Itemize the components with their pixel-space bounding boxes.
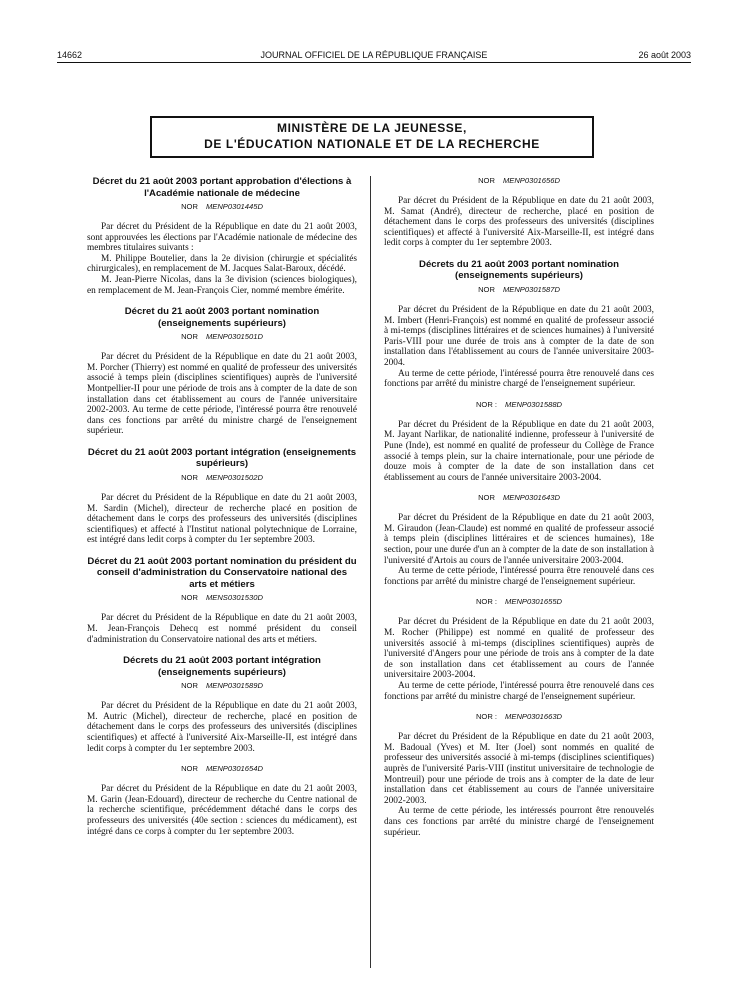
decree-paragraph: Par décret du Président de la République en date du 21 août 2003, sont approuvées les élections par l'Académie nationale de médecine des membres titulaires suivants :	[87, 222, 357, 254]
decree-paragraph: M. Philippe Boutelier, dans la 2e division (chirurgie et spécialités chirurgicales), en remplacement de M. Jacques Salat-Baroux, décédé.	[87, 253, 357, 275]
decree-paragraph: Par décret du Président de la République en date du 21 août 2003, M. Jayant Narlikar, de nationalité indienne, professeur à l'université de Pune (Inde), est nommé en qualité de professeur du Collège de France associé à temps plein, sur la chaire internationale, pour une période de douze mois à compter de la date de son installation dans cet établissement au cours de l'année universitaire 2003-2004.	[384, 419, 654, 483]
left-column	[87, 176, 357, 847]
decree-paragraph: Par décret du Président de la République en date du 21 août 2003, M. Badoual (Yves) et M. Iter (Joel) sont nommés en qualité de professeur des universités associé à mi-temps (disciplines scientifiques) auprès de l'université Paris-VIII (institut universitaire de technologie de Montreuil) pour une période de trois ans à compter de la date de leur installation dans cet établissement au cours de l'année universitaire 2002-2003.	[384, 732, 654, 806]
nor-code: MENP0301654D	[205, 764, 263, 774]
issue-date: 26 août 2003	[638, 50, 691, 60]
nor-code: MENP0301587D	[502, 284, 560, 294]
decree-paragraph: Au terme de cette période, l'intéressé pourra être renouvelé dans ces fonctions par arrêté du ministre chargé de l'enseignement supérieur.	[384, 566, 654, 587]
decree-paragraph: Par décret du Président de la République en date du 21 août 2003, M. Autric (Michel), directeur de recherche, placé en position de détachement dans le corps des professeurs des universités (disciplines scientifiques) et affecté à l'université Aix-Marseille-II, est intégré dans ledit corps à compter du 1er septembre 2003.	[87, 701, 357, 754]
nor-reference	[384, 176, 654, 186]
nor-label: NOR	[478, 493, 495, 503]
nor-label: NOR :	[475, 597, 498, 607]
decree-paragraph: Par décret du Président de la République en date du 21 août 2003, M. Samat (André), directeur de recherche, placé en position de détachement dans le corps des professeurs des universités (disciplines scientifiques) et affecté à l'université Aix-Marseille-II, est intégré dans ledit corps à compter du 1er septembre 2003.	[384, 196, 654, 249]
nor-code: MENP0301502D	[205, 472, 263, 482]
decree-title: Décrets du 21 août 2003 portant intégration (enseignements supérieurs)	[123, 655, 321, 678]
decree-integration-samat	[384, 176, 654, 249]
nor-reference	[384, 493, 654, 503]
decree-paragraph: Au terme de cette période, l'intéressé pourra être renouvelé dans ces fonctions par arrêté du ministre chargé de l'enseignement supérieur.	[384, 681, 654, 702]
ministry-line-1: MINISTÈRE DE LA JEUNESSE,	[277, 121, 467, 135]
nor-label: NOR	[478, 176, 495, 185]
decree-paragraph: Par décret du Président de la République en date du 21 août 2003, M. Rocher (Philippe) est nommé en qualité de professeur des universités associé à mi-temps (disciplines scientifiques) auprès de l'université d'Angers pour une période de trois ans à compter de la date de son installation dans cet établissement au cours de l'année universitaire 2003-2004.	[384, 617, 654, 681]
decree-paragraph: Au terme de cette période, les intéressés pourront être renouvelés dans ces fonctions par arrêté du ministre chargé de l'enseignement supérieur.	[384, 806, 654, 838]
nor-code: MENS0301530D	[205, 593, 263, 603]
nor-label: NOR	[181, 764, 198, 774]
decree-paragraph: Au terme de cette période, l'intéressé pourra être renouvelé dans ces fonctions par arrêté du ministre chargé de l'enseignement supérieur.	[384, 368, 654, 390]
nor-code: MENP0301655D	[505, 597, 563, 607]
nor-code: MENP0301656D	[502, 176, 560, 185]
nor-label: NOR	[181, 472, 198, 482]
decrees-nomination-group	[384, 259, 654, 838]
nor-reference	[384, 400, 654, 410]
nor-reference	[87, 202, 357, 212]
nor-label: NOR :	[475, 712, 498, 722]
decrees-integration-autric-garin	[87, 655, 357, 837]
nor-reference	[87, 473, 357, 483]
decree-paragraph: M. Jean-Pierre Nicolas, dans la 3e division (sciences biologiques), en remplacement de M. Jean-François Cier, nommé membre émérite.	[87, 274, 357, 296]
decree-academie-medecine	[87, 176, 357, 296]
ministry-box	[150, 116, 594, 158]
nor-label: NOR	[181, 202, 198, 211]
journal-title: JOURNAL OFFICIEL DE LA RÉPUBLIQUE FRANÇAISE	[260, 50, 488, 60]
decree-title: Décrets du 21 août 2003 portant nomination (enseignements supérieurs)	[419, 258, 619, 282]
header-rule	[57, 62, 691, 63]
decree-nomination-porcher	[87, 306, 357, 437]
page-number: 14662	[57, 50, 83, 60]
decree-cnam-president	[87, 556, 357, 645]
nor-reference	[384, 597, 654, 607]
nor-label: NOR	[181, 332, 198, 342]
nor-label: NOR	[181, 593, 198, 603]
decree-paragraph: Par décret du Président de la République en date du 21 août 2003, M. Porcher (Thierry) est nommé en qualité de professeur des universités associé à temps plein (disciplines scientifiques) auprès de l'université Montpellier-II pour une période de trois ans à compter de la date de son installation dans cet établissement au cours de l'année universitaire 2002-2003. Au terme de cette période, l'intéressé pourra être renouvelé dans ces fonctions par arrêté du ministre chargé de l'enseignement supérieur.	[87, 352, 357, 437]
decree-paragraph: Par décret du Président de la République en date du 21 août 2003, M. Jean-François Dehecq est nommé président du conseil d'administration du Conservatoire national des arts et métiers.	[87, 613, 357, 645]
nor-label: NOR	[478, 284, 495, 294]
nor-reference	[384, 712, 654, 722]
nor-code: MENP0301445D	[205, 202, 263, 211]
nor-label: NOR :	[475, 399, 498, 409]
decree-integration-sardin	[87, 447, 357, 546]
nor-code: MENP0301501D	[205, 332, 263, 342]
decree-title: Décret du 21 août 2003 portant nomination (enseignements supérieurs)	[124, 306, 320, 329]
nor-label: NOR	[181, 681, 198, 691]
column-divider	[370, 176, 371, 968]
decree-title: Décret du 21 août 2003 portant approbation d'élections à l'Académie nationale de médecine	[92, 176, 352, 199]
nor-code: MENP0301588D	[505, 399, 563, 409]
decree-title: Décret du 21 août 2003 portant intégration (enseignements supérieurs)	[87, 446, 357, 470]
nor-reference	[87, 764, 357, 774]
nor-code: MENP0301589D	[205, 681, 263, 691]
nor-code: MENP0301643D	[502, 493, 560, 503]
nor-reference	[87, 332, 357, 342]
right-column	[384, 176, 654, 848]
decree-paragraph: Par décret du Président de la République en date du 21 août 2003, M. Giraudon (Jean-Claude) est nommé en qualité de professeur associé à temps plein (disciplines littéraires et de sciences humaines), 18e section, pour une durée d'un an à compter de la date de son installation à l'université d'Artois au cours de l'année universitaire 2003-2004.	[384, 513, 654, 566]
decree-paragraph: Par décret du Président de la République en date du 21 août 2003, M. Garin (Jean-Edouard), directeur de recherche du Centre national de la recherche scientifique, précédemment détaché dans le corps des professeurs des universités (40e section : sciences du médicament), est intégré dans ce corps à compter du 1er septembre 2003.	[87, 784, 357, 837]
decree-paragraph: Par décret du Président de la République en date du 21 août 2003, M. Imbert (Henri-François) est nommé en qualité de professeur associé à mi-temps (disciplines littéraires et de sciences humaines) à l'université Paris-VIII pour une durée de trois ans à compter de la date de son installation dans l'établissement au cours de l'année universitaire 2003-2004.	[384, 304, 654, 368]
nor-reference	[87, 593, 357, 603]
nor-reference	[384, 285, 654, 295]
decree-title: Décret du 21 août 2003 portant nomination du président du conseil d'administration du Conservatoire national des arts et métiers	[87, 555, 357, 590]
ministry-line-2: DE L'ÉDUCATION NATIONALE ET DE LA RECHERCHE	[204, 137, 540, 151]
decree-paragraph: Par décret du Président de la République en date du 21 août 2003, M. Sardin (Michel), directeur de recherche placé en position de détachement dans le corps des professeurs des universités (disciplines scientifiques) et affecté à l'Institut national polytechnique de Lorraine, est intégré dans ledit corps à compter du 1er septembre 2003.	[87, 492, 357, 546]
nor-code: MENP0301663D	[505, 712, 563, 722]
nor-reference	[87, 681, 357, 691]
